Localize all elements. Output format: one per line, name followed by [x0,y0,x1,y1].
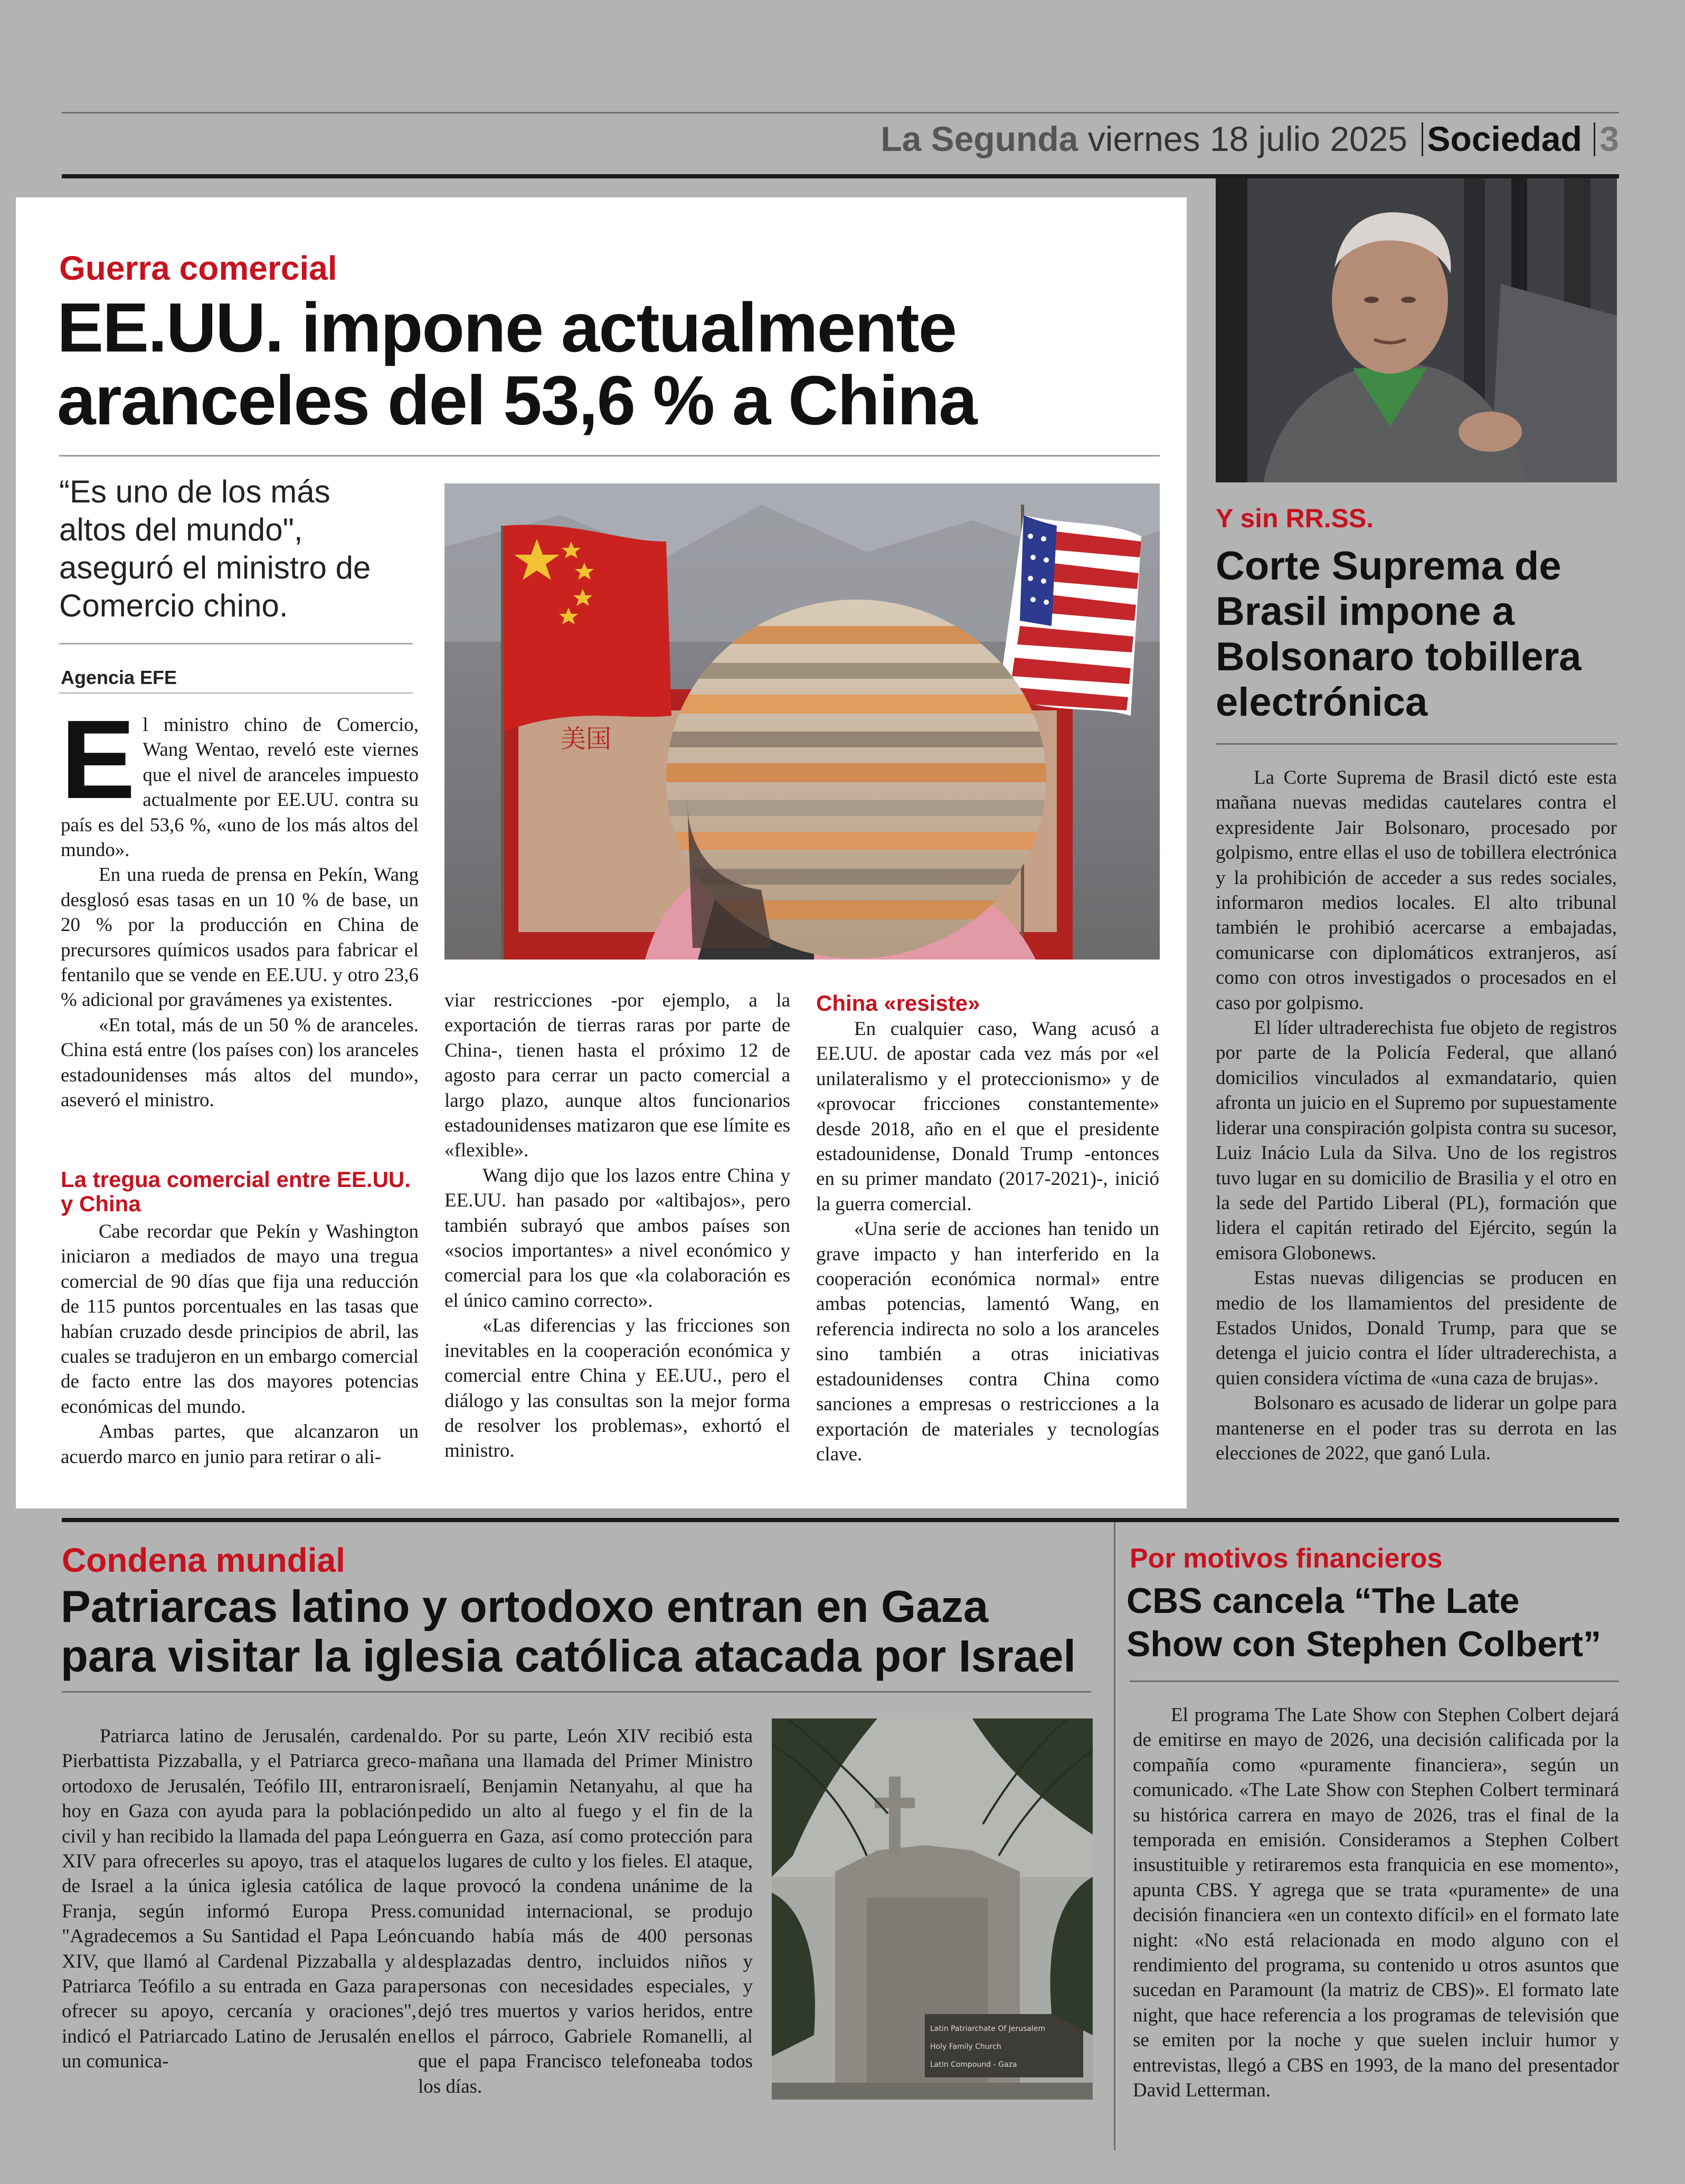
church-sign-line2: Holy Family Church [930,2043,1001,2051]
masthead-divider [1422,122,1423,156]
main-lead: l ministro chino de Comercio, Wang Wentao, reveló este viernes que el nivel de aranceles impuesto actualmente por EE.UU. contra su país es del 53,6 %, «uno de los más altos del mundo». [61,714,419,861]
gaza-col1-text: Patriarca latino de Jerusalén, cardenal Pierbattista Pizzaballa, y el Patriarca greco-ortodoxo de Jerusalén, Teófilo III, entraron hoy en Gaza con ayuda para la población civil y han recibido la llamada del papa León XIV para ofrecerles su apoyo, tras el ataque de Israel a la única iglesia católica de la Franja, según informó Europa Press. "Agradecemos a Su Santidad el Papa León XIV, que llamó al Cardenal Pizzaballa y al Patriarca Teófilo a su entrada en Gaza para ofrecer su apoyo, cercanía y oraciones", indicó el Patriarcado Latino de Jerusalén en un comunica- [62,1725,416,2073]
flags-photo [444,483,1160,960]
main-kicker: Guerra comercial [59,249,337,287]
page-number: 3 [1599,119,1619,158]
section-name: Sociedad [1427,119,1582,158]
main-p4: Cabe recordar que Pekín y Washington iniciaron a mediados de mayo una tregua comercial de 90 días que fija una reducción de 115 puntos porcentuales en las tasas que habían cruzado desde principios de abril, las cuales se tradujeron en un embargo comercial de facto entre las dos mayores potencias económicas del mundo. [61,1221,419,1418]
main-col2-p1: viar restricciones -por ejemplo, a la exportación de tierras raras por parte de China-, tienen hasta el próximo 12 de agosto para cerrar un pacto comercial a largo plazo, aunque altos funcionarios estadounidenses matizaron que ese límite es «flexible». [444,990,790,1162]
side-body [1216,765,1617,1466]
church-sign-line3: Latin Compound - Gaza [930,2060,1017,2069]
masthead-thick-rule [62,174,1619,178]
deck-rule [59,643,413,644]
cbs-body [1133,1703,1619,2103]
gaza-kicker: Condena mundial [62,1541,345,1579]
main-col2 [444,988,790,1464]
main-subhead-tregua: La tregua comercial entre EE.UU. y China [61,1167,411,1216]
cbs-body-text: El programa The Late Show con Stephen Colbert dejará de emitirse en mayo de 2026, una decisión calificada por la compañía como «puramente financiera», según un comunicado. «The Late Show con Stephen Colbert terminará su histórica carrera en mayo de 2026, tras el final de la temporada en emisión. Consideramos a Stephen Colbert insustituible y retiraremos esta franquicia en ese momento», apunta CBS. Y agrega que se trata «puramente» de una decisión financiera «en un contexto difícil» en el formato late night: «No está relacionada en modo alguno con el rendimiento del programa, su contenido u otros asuntos que sucedan en Paramount (la matriz de CBS)». El formato late night, que hace referencia a los programas de televisión que se emiten por la noche y que suelen incluir humor y entrevistas, llegó a CBS en 1993, de la mano del presentador David Letterman. [1133,1704,1619,2102]
left-sign-text: 美国 [561,724,612,754]
main-col3 [816,1017,1159,1467]
side-p3: Estas nuevas diligencias se producen en medio de los llamamientos del presidente de Estados Unidos, Donald Trump, para que se detenga el juicio contra el líder ultraderechista, a quien considera víctima de «una caza de brujas». [1216,1267,1617,1389]
cbs-headline: CBS cancela “The Late Show con Stephen Colbert” [1127,1581,1602,1664]
main-col1-bottom [61,1219,419,1469]
headline-rule [59,455,1160,457]
main-byline: Agencia EFE [61,667,177,688]
main-col2-p2: Wang dijo que los lazos entre China y EE.UU. han pasado por «altibajos», pero también subrayó que ambos países son «socios importantes» a nivel económico y comercial para los que «la colaboración es el único camino correcto». [444,1164,790,1312]
side-headline: Corte Suprema de Brasil impone a Bolsonaro tobillera electrónica [1216,544,1582,725]
side-p4: Bolsonaro es acusado de liderar un golpe para mantenerse en el poder tras su derrota en las elecciones de 2022, que ganó Lula. [1216,1392,1617,1464]
bottom-column-divider [1114,1522,1115,2150]
side-kicker: Y sin RR.SS. [1216,504,1374,533]
masthead-date: viernes 18 julio 2025 [1087,119,1408,158]
church-photo [772,1718,1093,2100]
paper-name: La Segunda [881,119,1078,158]
side-headline-rule [1216,743,1617,745]
bottom-thick-rule [62,1518,1619,1522]
main-col1-top [61,697,419,1113]
gaza-col2 [418,1724,753,2099]
top-thin-rule [62,112,1619,113]
main-subhead-resiste: China «resiste» [816,991,980,1015]
bolsonaro-photo-svg [1216,178,1617,482]
main-col2-p3: «Las diferencias y las fricciones son inevitables en la cooperación económica y comercial entre China y EE.UU., pero el diálogo y las consultas son la mejor forma de resolver los problemas», exhortó el ministro. [444,1315,790,1462]
main-p2: En una rueda de prensa en Pekín, Wang desglosó esas tasas en un 10 % de base, un 20 % por la producción en China de precursores químicos usados para fabricar el fentanilo que se vende en EE.UU. y otro 23,6 % adicional por gravámenes ya existentes. [61,864,419,1011]
church-sign-line1: Latin Patriarchate Of Jerusalem [930,2025,1046,2033]
bolsonaro-photo [1216,178,1617,482]
gaza-headline: Patriarcas latino y ortodoxo entran en Gaza para visitar la iglesia católica atacada por Israel [61,1582,1076,1682]
main-p5: Ambas partes, que alcanzaron un acuerdo marco en junio para retirar o ali- [61,1421,419,1468]
gaza-col1 [62,1724,416,2074]
cbs-headline-rule [1130,1680,1619,1682]
main-p3: «En total, más de un 50 % de aranceles. China está entre (los países con) los aranceles estadounidenses más altos del mundo», aseveró el ministro. [61,1014,419,1112]
flags-photo-svg [444,483,1160,960]
drop-cap: E [61,697,136,822]
masthead-divider-2 [1594,122,1595,156]
main-col3-p1: En cualquier caso, Wang acusó a EE.UU. de apostar cada vez más por «el unilateralismo y el proteccionismo» y de «provocar fricciones constantemente» desde 2018, año en el que el presidente estadounidense, Donald Trump -entonces en su primer mandato (2017-2021)-, inició la guerra comercial. [816,1018,1159,1215]
main-col3-p2: «Una serie de acciones han tenido un grave impacto y han interferido en la cooperación económica normal» entre ambas potencias, lamentó Wang, en referencia indirecta no solo a los aranceles sino también a otras iniciativas estadounidenses contra China como sanciones a empresas o restricciones a la exportación de materiales y tecnologías clave. [816,1218,1159,1465]
side-p1: La Corte Suprema de Brasil dictó este esta mañana nuevas medidas cautelares contra el expresidente Jair Bolsonaro, procesado por golpismo, entre ellas el uso de tobillera electrónica y la prohibición de acceder a sus redes sociales, informaron medios locales. El alto tribunal también le prohibió acercarse a embajadas, comunicarse con diplomáticos extranjeros, así como con otros investigados o procesados en el caso por golpismo. [1216,767,1617,1014]
main-deck: “Es uno de los más altos del mundo", aseguró el ministro de Comercio chino. [59,474,371,623]
gaza-col2-text: do. Por su parte, León XIV recibió esta mañana una llamada del Primer Ministro israelí, Benjamin Netanyahu, al que ha pedido un alto al fuego y el fin de la guerra en Gaza, así como protección para los lugares de culto y los fieles. El ataque, que provocó la condena unánime de la comunidad internacional, se produjo cuando había más de 400 personas desplazadas dentro, incluidos niños y personas con necesidades especiales, y dejó tres muertos y varios heridos, entre ellos el párroco, Gabriele Romanelli, al que el papa Francisco telefoneaba todos los días. [418,1725,753,2097]
masthead [62,117,1619,160]
side-p2: El líder ultraderechista fue objeto de registros por parte de la Policía Federal, que allanó domicilios vinculados al exmandatario, quien afronta un juicio en el Supremo por supuestamente liderar una conspiración golpista contra su sucesor, Luiz Inácio Lula da Silva. Uno de los registros tuvo lugar en su domicilio de Brasilia y el otro en la sede del Partido Liberal (PL), formación que lidera el capitán retirado del Ejército, según la emisora Globonews. [1216,1017,1617,1264]
gaza-headline-rule [62,1691,1091,1693]
main-headline: EE.UU. impone actualmente aranceles del 53,6 % a China [57,289,977,439]
church-photo-svg [772,1718,1093,2100]
byline-rule [59,692,413,694]
cbs-kicker: Por motivos financieros [1130,1543,1443,1574]
